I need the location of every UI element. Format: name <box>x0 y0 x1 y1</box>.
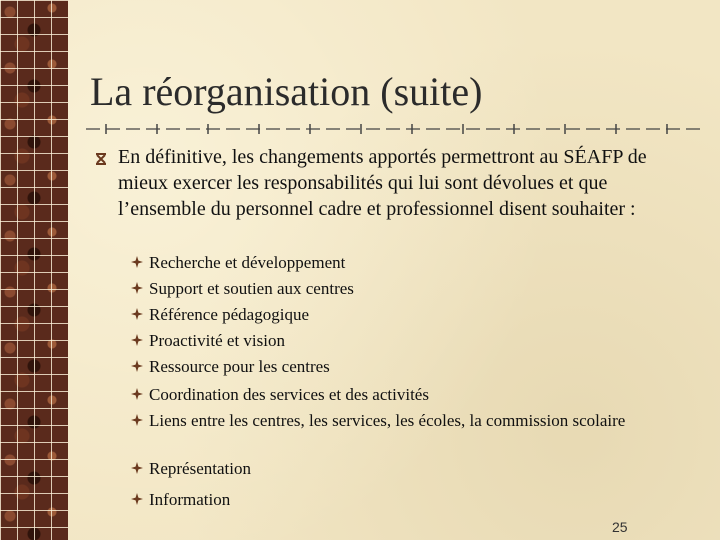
four-point-star-icon <box>131 256 143 268</box>
sub-bullet-label: Support et soutien aux centres <box>149 279 354 298</box>
sub-bullet-label: Proactivité et vision <box>149 331 285 350</box>
sub-bullet-label: Information <box>149 490 231 509</box>
main-bullet-text: En définitive, les changements apportés permettront au SÉAFP de mieux exercer les responsabilités qui lui sont dévolues et que l’ensemble du personnel cadre et professionnel disent souhaiter : <box>118 146 647 220</box>
list-item <box>131 252 671 273</box>
sub-bullet-label: Coordination des services et des activités <box>149 385 429 404</box>
sub-bullet-label: Représentation <box>149 459 251 478</box>
slide-title: La réorganisation (suite) <box>90 69 483 114</box>
z-cross-icon <box>94 152 108 166</box>
sub-bullet-label: Référence pédagogique <box>149 305 309 324</box>
title-divider <box>86 122 700 136</box>
four-point-star-icon <box>131 493 143 505</box>
list-item <box>131 458 671 479</box>
four-point-star-icon <box>131 308 143 320</box>
list-item <box>131 330 671 351</box>
sub-bullet-label: Liens entre les centres, les services, les écoles, la commission scolaire <box>149 411 626 430</box>
list-item <box>131 384 671 405</box>
sub-bullet-label: Ressource pour les centres <box>149 357 330 376</box>
sub-bullet-label: Recherche et développement <box>149 253 346 272</box>
decorative-grid-overlay <box>0 0 68 540</box>
four-point-star-icon <box>131 462 143 474</box>
four-point-star-icon <box>131 282 143 294</box>
four-point-star-icon <box>131 360 143 372</box>
list-item <box>131 410 671 431</box>
list-item <box>131 356 671 377</box>
list-item <box>131 489 671 510</box>
four-point-star-icon <box>131 334 143 346</box>
four-point-star-icon <box>131 388 143 400</box>
list-item <box>131 304 671 325</box>
page-number: 25 <box>612 519 628 535</box>
list-item <box>131 278 671 299</box>
four-point-star-icon <box>131 414 143 426</box>
